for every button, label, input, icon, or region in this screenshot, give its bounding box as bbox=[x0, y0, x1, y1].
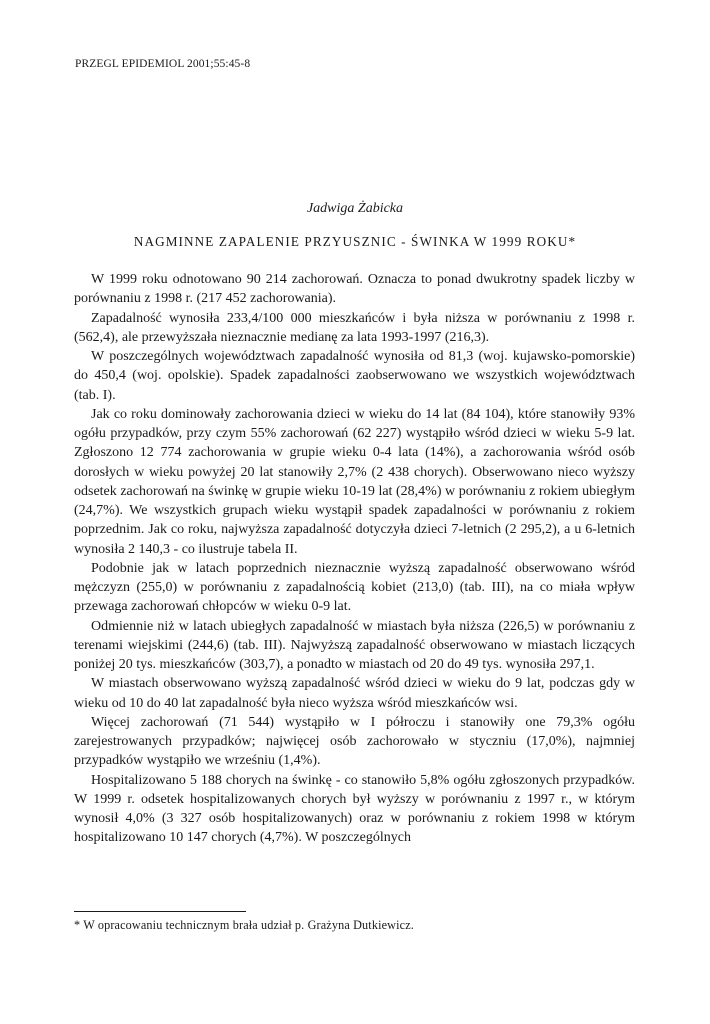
paragraph: Jak co roku dominowały zachorowania dzieci w wieku do 14 lat (84 104), które stanowiły 93% ogółu przypadków, przy czym 55% zachorowań (62 227) wystąpiło wśród dzieci w wieku 5-9 lat. Zgłoszono 12 774 zachorowania w grupie wieku 0-4 lata (14%), a zachorowania wśród osób dorosłych w wieku powyżej 20 lat stanowiły 2,7% (2 438 chorych). Obserwowano nieco wyższy odsetek zachorowań na świnkę w grupie wieku 10-19 lat (28,4%) w porównaniu z rokiem ubiegłym (24,7%). We wszystkich grupach wieku wystąpił spadek zapadalności w porównaniu z rokiem poprzednim. Jak co roku, najwyższa zapadalność dotyczyła dzieci 7-letnich (2 295,2), a u 6-letnich wynosiła 2 140,3 - co ilustruje tabela II. bbox=[74, 406, 635, 557]
paragraph: W miastach obserwowano wyższą zapadalność wśród dzieci w wieku do 9 lat, podczas gdy w wieku od 10 do 40 lat zapadalność była nieco wyższa wśród mieszkańców wsi. bbox=[74, 676, 635, 711]
paragraph: W poszczególnych województwach zapadalność wynosiła od 81,3 (woj. kujawsko-pomorskie) do 450,4 (woj. opolskie). Spadek zapadalności zaobserwowano we wszystkich województwach (tab. I). bbox=[74, 349, 635, 403]
paragraph: Podobnie jak w latach poprzednich nieznacznie wyższą zapadalność obserwowano wśród mężczyzn (255,0) w porównaniu z zapadalnością kobiet (213,0) (tab. III), na co miała wpływ przewaga zachorowań chłopców w wieku 0-9 lat. bbox=[74, 560, 635, 615]
article-body bbox=[74, 270, 635, 848]
paragraph: Hospitalizowano 5 188 chorych na świnkę - co stanowiło 5,8% ogółu zgłoszonych przypadków. W 1999 r. odsetek hospitalizowanych chorych był wyższy w porównaniu z 1997 r., w którym wynosił 4,0% (3 327 osób hospitalizowanych) oraz w porównaniu z rokiem 1998 w którym hospitalizowano 10 147 chorych (4,7%). W poszczególnych bbox=[74, 772, 635, 846]
journal-reference: PRZEGL EPIDEMIOL 2001;55:45-8 bbox=[75, 58, 251, 70]
article-title: NAGMINNE ZAPALENIE PRZYUSZNIC - ŚWINKA W 1999 ROKU* bbox=[133, 234, 577, 249]
author-name: Jadwiga Żabicka bbox=[306, 201, 404, 216]
footnote-divider bbox=[74, 911, 246, 912]
paragraph: Zapadalność wynosiła 233,4/100 000 mieszkańców i była niższa w porównaniu z 1998 r. (562,4), ale przewyższała nieznacznie medianę za lata 1993-1997 (216,3). bbox=[74, 310, 635, 345]
paragraph: W 1999 roku odnotowano 90 214 zachorowań. Oznacza to ponad dwukrotny spadek liczby w porównaniu z 1998 r. (217 452 zachorowania). bbox=[74, 272, 635, 307]
paragraph: Więcej zachorowań (71 544) wystąpiło w I półroczu i stanowiły one 79,3% ogółu zarejestrowanych przypadków; najwięcej osób zachorowało w styczniu (17,0%), najmniej przypadków wystąpiło we wrześniu (1,4%). bbox=[74, 714, 635, 769]
footnote: * W opracowaniu technicznym brała udział p. Grażyna Dutkiewicz. bbox=[74, 918, 414, 932]
paragraph: Odmiennie niż w latach ubiegłych zapadalność w miastach była niższa (226,5) w porównaniu z terenami wiejskimi (244,6) (tab. III). Najwyższą zapadalność obserwowano w miastach liczących poniżej 20 tys. mieszkańców (303,7), a ponadto w miastach od 20 do 49 tys. wynosiła 297,1. bbox=[74, 618, 635, 672]
